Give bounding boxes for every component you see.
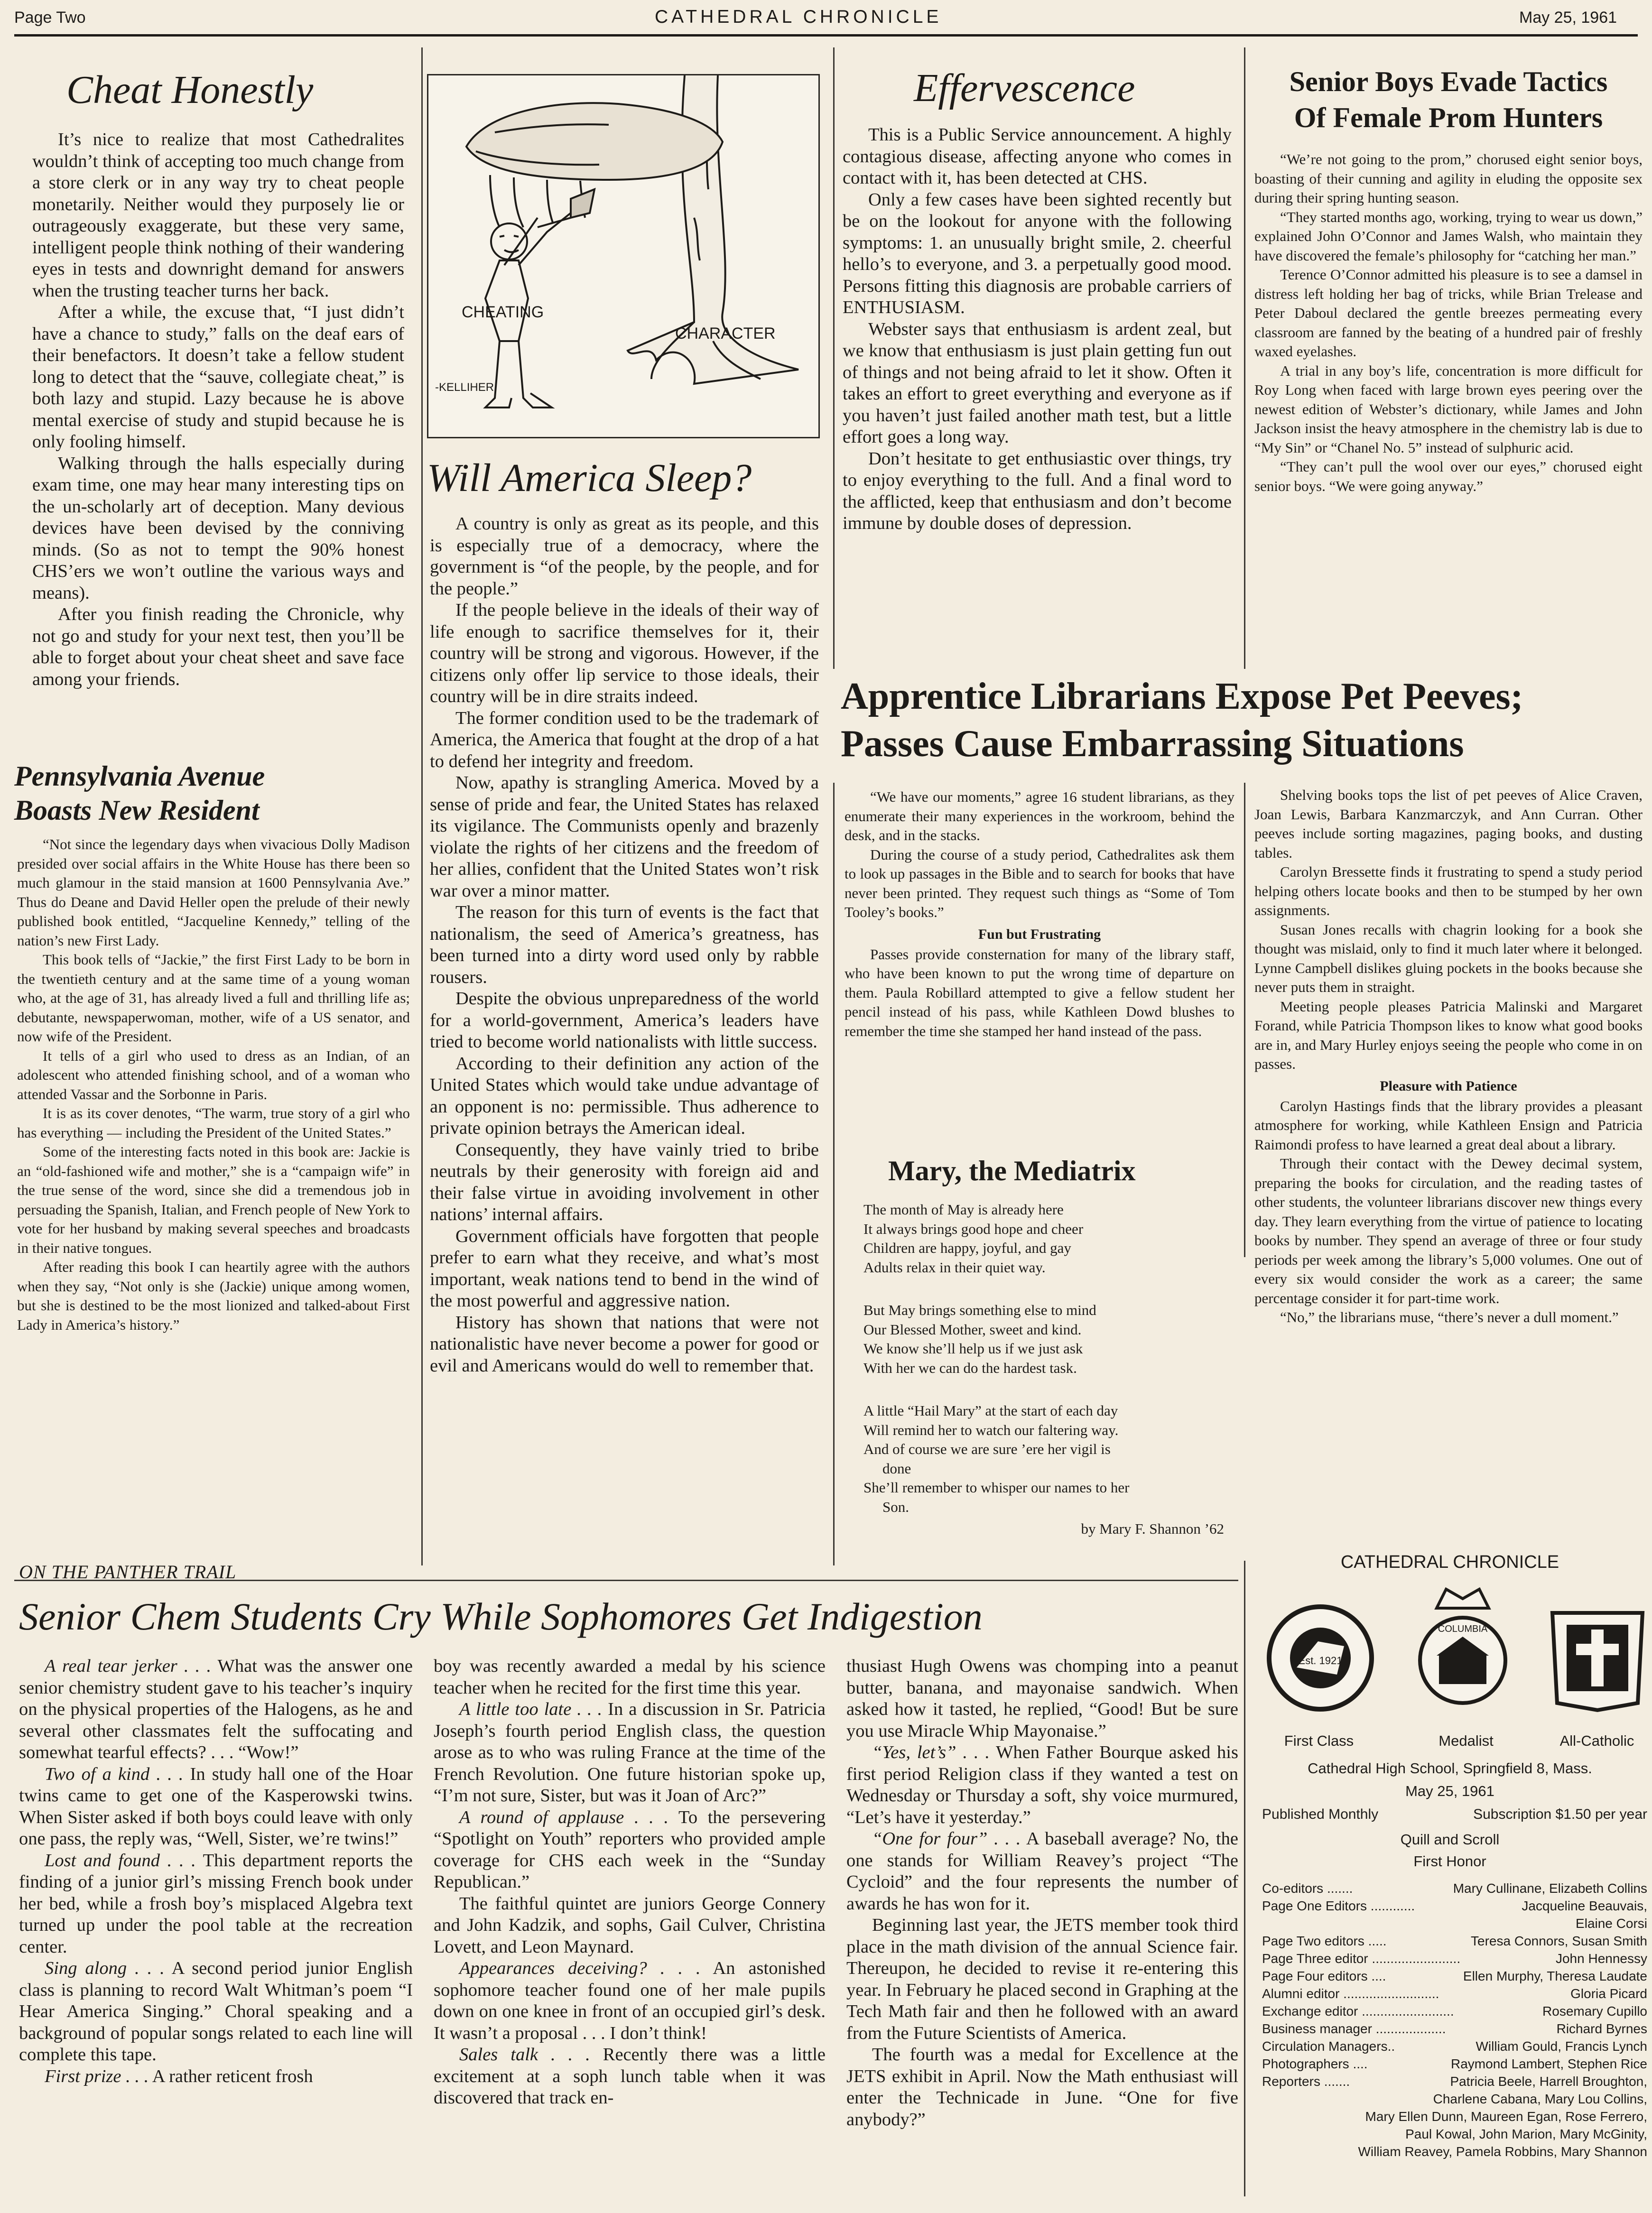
paragraph: Carolyn Hastings finds that the library provides a pleasant atmosphere for working, while Kathleen Ensign and Patricia Raimondi profess to have learned a great deal about a library. bbox=[1254, 1097, 1643, 1153]
staff-row: Page Four editors .... Ellen Murphy, Theresa Laudate bbox=[1262, 1969, 1647, 1983]
column-kicker: ON THE PANTHER TRAIL bbox=[19, 1561, 237, 1583]
poem-line: done bbox=[882, 1460, 911, 1477]
staff-row: Alumni editor .......................... Gloria Picard bbox=[1262, 1986, 1647, 2001]
poem-line: Will remind her to watch our faltering way. bbox=[863, 1421, 1119, 1438]
trail-item: A round of applause . . . To the persevering “Spotlight on Youth” reporters who provided ample coverage for CHS each week in the “Sunday Republican.” bbox=[434, 1807, 826, 1892]
paragraph: Carolyn Bressette finds it frustrating to spend a study period helping others locate books and then to be stumped by her own assignments. bbox=[1254, 863, 1643, 918]
masthead-school: Cathedral High School, Springfield 8, Mass. bbox=[1308, 1760, 1592, 1777]
paragraph: After a while, the excuse that, “I just didn’t have a chance to study,” falls on the deaf ears of their benefactors. It doesn’t take a fellow student long to detect that the “sauve, collegiate cheat,” is both lazy and stupid. Lazy because he is above mental exercise of study and stupid because he is only fooling himself. bbox=[32, 302, 404, 452]
staff-reporters: Charlene Cabana, Mary Lou Collins, bbox=[1433, 2092, 1647, 2106]
column-rule bbox=[421, 47, 423, 1565]
staff-row: Page Three editor ........................ John Hennessy bbox=[1262, 1951, 1647, 1966]
byline: by Mary F. Shannon ’62 bbox=[1081, 1520, 1224, 1537]
paragraph: Only a few cases have been sighted recently but be on the lookout for anyone with the following symptoms: 1. an unusually bright smile, 2. cheerful hello’s to everyone, and 3. a perpetually good mood. Persons fitting this diagnosis are probable carriers of ENTHUSIASM. bbox=[843, 189, 1232, 317]
staff-reporters: Paul Kowal, John Marion, Mary McGinity, bbox=[1405, 2127, 1647, 2141]
editorial-effervescence bbox=[843, 124, 1232, 535]
paragraph: It’s nice to realize that most Cathedralites wouldn’t think of accepting too much change from a store clerk or in any way try to cheat people monetarily. Neither would they purposely lie or outrageously exaggerate, but these very same, intelligent people think nothing of their wandering eyes in tests and downright demand for answers when the trusting teacher turns her back. bbox=[32, 130, 404, 301]
paragraph: “Not since the legendary days when vivacious Dolly Madison presided over social affairs in the White House has there been so much glamour in the staid mansion at 1600 Pennsylvania Ave.” Thus do Deane and David Heller open the prelude of their newly published book entitled, “Jacqueline Kennedy,” telling of the nation’s new First Lady. bbox=[17, 836, 410, 949]
seal-center-text: Est. 1921 bbox=[1298, 1655, 1343, 1667]
award-first-class: First Class bbox=[1284, 1732, 1354, 1749]
staff-row: Business manager ................... Richard Byrnes bbox=[1262, 2021, 1647, 2036]
paragraph: A country is only as great as its people, and this is especially true of a democracy, where the government is “of the people, by the people, and for the people.” bbox=[430, 514, 819, 599]
masthead-publishing bbox=[1262, 1806, 1647, 1823]
paragraph: The reason for this turn of events is the fact that nationalism, the seed of America’s greatness, has been turned into a dirty word used only by rabble rousers. bbox=[430, 902, 819, 987]
header-rule bbox=[14, 34, 1638, 37]
paragraph: Terence O’Connor admitted his pleasure is to see a damsel in distress left holding her bag of tricks, while Brian Trelease and Peter Daboul declared the gentle breezes permeating every classroom are fanned by the beating of a hundred pair of freshly waxed eyelashes. bbox=[1254, 266, 1643, 360]
title-line: Pennsylvania Avenue bbox=[14, 760, 265, 792]
poem-line: Our Blessed Mother, sweet and kind. bbox=[863, 1321, 1082, 1338]
paragraph: The former condition used to be the trademark of America, the America that fought at the drop of a hat to defend her integrity and freedom. bbox=[430, 708, 819, 771]
staff-row: Co-editors ....... Mary Cullinane, Elizabeth Collins bbox=[1262, 1881, 1647, 1896]
staff-row: Circulation Managers.. William Gould, Francis Lynch bbox=[1262, 2039, 1647, 2054]
paragraph: “We’re not going to the prom,” chorused eight senior boys, boasting of their cunning and agility in eluding the opposite sex during their spring hunting season. bbox=[1254, 151, 1643, 206]
trail-item: Sales talk . . . Recently there was a little excitement at a soph lunch table when it was discovered that track en- bbox=[434, 2045, 826, 2108]
article-title bbox=[14, 759, 418, 827]
paragraph: Susan Jones recalls with chagrin looking for a book she thought was mislaid, only to find it much later where it belonged. Lynne Campbell dislikes gluing pockets in the books because she never puts them in straight. bbox=[1254, 921, 1643, 995]
trail-item: A real tear jerker . . . What was the answer one senior chemistry student gave to his teacher’s inquiry on the physical properties of the Halogens, as he and several other classmates felt the suffocating and somewhat tearful effects? . . . “Wow!” bbox=[19, 1656, 413, 1762]
poem-line: She’ll remember to whisper our names to her bbox=[863, 1479, 1130, 1496]
poem-line: It always brings good hope and cheer bbox=[863, 1220, 1084, 1237]
paragraph: It tells of a girl who used to dress as an Indian, of an adolescent who attended finishing school, and of a woman who attended Vassar and the Sorbonne in Paris. bbox=[17, 1047, 410, 1102]
trail-item: The faithful quintet are juniors George Connery and John Kadzik, and sophs, Gail Culver, Christina Lovett, and Leon Maynard. bbox=[434, 1893, 826, 1957]
paragraph: Meeting people pleases Patricia Malinski and Margaret Forand, while Patricia Thompson likes to know what good books are in, and Mary Hurley enjoys seeing the people who come in on passes. bbox=[1254, 998, 1643, 1072]
paragraph: This book tells of “Jackie,” the first First Lady to be born in the twentieth century and at the same time of a young woman who, at the age of 31, has already lived a full and thrilling life as; debutante, newspaperwoman, mother, wife of a US senator, and now wife of the President. bbox=[17, 951, 410, 1045]
poem-line: Children are happy, joyful, and gay bbox=[863, 1240, 1071, 1256]
trail-item: thusiast Hugh Owens was chomping into a peanut butter, banana, and mayonaise sandwich. When asked how it tasted, he replied, “Good! But be sure you use Miracle Whip Mayonaise.” bbox=[846, 1656, 1238, 1741]
masthead-honor: First Honor bbox=[1413, 1853, 1486, 1870]
poem-line: But May brings something else to mind bbox=[863, 1302, 1096, 1318]
title-line: Passes Cause Embarrassing Situations bbox=[841, 723, 1464, 765]
paragraph: During the course of a study period, Cathedralites ask them to look up passages in the Bible and to search for books that have never been printed. They request such things as “Some of Tom Tooley’s books.” bbox=[845, 846, 1234, 920]
paragraph: Despite the obvious unpreparedness of the world for a world-government, America’s leaders have tried to become world nationalists with little success. bbox=[430, 989, 819, 1052]
paragraph: “They started months ago, working, trying to wear us down,” explained John O’Connor and James Walsh, who maintain they have discovered the female’s philosophy for “catching her man.” bbox=[1254, 208, 1643, 264]
trail-item: Beginning last year, the JETS member took third place in the math division of the annual Science fair. Thereupon, he decided to revise it re-entering this year. In February he placed second in Graphing at the Tech Math fair and then he followed with an award from the Future Scientists of America. bbox=[846, 1915, 1238, 2043]
published-frequency: Published Monthly bbox=[1262, 1806, 1379, 1822]
poem-line: A little “Hail Mary” at the start of each day bbox=[863, 1402, 1118, 1419]
title-line: Of Female Prom Hunters bbox=[1294, 102, 1603, 133]
poem-line: The month of May is already here bbox=[863, 1201, 1064, 1218]
poem-line: Adults relax in their quiet way. bbox=[863, 1259, 1046, 1276]
staff-reporters: Mary Ellen Dunn, Maureen Egan, Rose Ferrero, bbox=[1365, 2109, 1647, 2124]
editorial-title: Effervescence bbox=[914, 66, 1135, 110]
paragraph: Webster says that enthusiasm is ardent zeal, but we know that enthusiasm is just plain getting fun out of things and not being afraid to let it show. Often it takes an effort to greet everything and everyone as if you haven’t just failed another math test, but a little effort goes a long way. bbox=[843, 319, 1232, 447]
trail-item: First prize . . . A rather reticent frosh bbox=[45, 2066, 313, 2086]
trail-item: Sing along . . . A second period junior English class is planning to record Walt Whitman’s poem “I Hear America Singing.” Choral speaking and a background of popular songs related to each line will complete this tape. bbox=[19, 1958, 413, 2065]
page-number: Page Two bbox=[14, 9, 86, 27]
column-rule bbox=[833, 783, 835, 1565]
masthead-title: CATHEDRAL CHRONICLE bbox=[1340, 1552, 1559, 1572]
trail-item: Appearances deceiving? . . . An astonished sophomore teacher found one of her male pupils down on one knee in front of an occupied girl’s desk. It wasn’t a proposal . . . I don’t think! bbox=[434, 1958, 826, 2043]
column-rule bbox=[1244, 47, 1245, 669]
staff-reporters: William Reavey, Pamela Robbins, Mary Shannon bbox=[1358, 2144, 1647, 2159]
paragraph: This is a Public Service announcement. A highly contagious disease, affecting anyone who comes in contact with it, has been detected at CHS. bbox=[843, 125, 1232, 188]
poem-mediatrix bbox=[863, 1200, 1238, 1539]
staff-row: Page One Editors ............ Jacqueline Beauvais, bbox=[1262, 1898, 1647, 1913]
staff-row: Reporters ....... Patricia Beele, Harrell Broughton, bbox=[1262, 2074, 1647, 2089]
newspaper-name: CATHEDRAL CHRONICLE bbox=[655, 7, 942, 27]
paragraph: “No,” the librarians muse, “there’s never a dull moment.” bbox=[1280, 1309, 1619, 1325]
paragraph: “They can’t pull the wool over our eyes,” chorused eight senior boys. “We were going anyway.” bbox=[1254, 458, 1643, 494]
poem-line: And of course we are sure ’ere her vigil is bbox=[863, 1441, 1111, 1457]
paragraph: A trial in any boy’s life, concentration is more difficult for Roy Long when faced with large brown eyes peering over the newest edition of Webster’s dictionary, while James and John Jackson insist the heavy atmosphere in the chemistry lab is due to “My Sin” or “Chanel No. 5” instead of sulphuric acid. bbox=[1254, 362, 1643, 456]
article-librarians-col2 bbox=[1254, 786, 1643, 1327]
trail-item: Lost and found . . . This department reports the finding of a junior girl’s missing French book under her bed, while a frosh boy’s misplaced Algebra text turned up under the pool table at the recreation center. bbox=[19, 1850, 413, 1957]
subheading: Fun but Frustrating bbox=[978, 926, 1101, 942]
title-line: Apprentice Librarians Expose Pet Peeves; bbox=[841, 676, 1523, 717]
staff-row: Elaine Corsi bbox=[1576, 1916, 1647, 1931]
paragraph: Shelving books tops the list of pet peeves of Alice Craven, Joan Lewis, Barbara Kanzmarczyk, and Ann Curran. Other peeves include sorting magazines, paging books, and dusting tables. bbox=[1254, 787, 1643, 861]
seal-catholic-press bbox=[1548, 1599, 1647, 1713]
paragraph: It is as its cover denotes, “The warm, true story of a girl who has everything — including the President of the United States.” bbox=[17, 1105, 410, 1141]
seal-columbia-label: COLUMBIA bbox=[1438, 1624, 1488, 1634]
paragraph: Consequently, they have vainly tried to bribe neutrals by their generosity with foreign aid and their false virtue in avoiding involvement in other nations’ internal affairs. bbox=[430, 1139, 819, 1224]
paragraph: According to their definition any action of the United States which would take undue advantage of an opponent is no: permissible. Thus adherence to private opinion betrays the American ideal. bbox=[430, 1053, 819, 1138]
masthead-date: May 25, 1961 bbox=[1405, 1783, 1494, 1799]
trail-item: Two of a kind . . . In study hall one of the Hoar twins came to get one of the Kasperowski twins. When Sister asked if both boys could leave with only one pass, the reply was, “Well, Sister, we’re twins!” bbox=[19, 1764, 413, 1849]
cartoon-drawing bbox=[428, 75, 818, 437]
editorial-cheat-honestly bbox=[32, 129, 404, 690]
panther-trail-col2 bbox=[434, 1656, 826, 2109]
paragraph: Now, apathy is strangling America. Moved by a sense of pride and fear, the United States has relaxed its vigilance. The Communists openly and brazenly violate the rights of her citizens and the freedom of her allies, confident that the United States won’t risk war over a minor matter. bbox=[430, 773, 819, 901]
editorial-will-america-sleep bbox=[430, 513, 819, 1377]
article-pennsylvania-avenue bbox=[17, 835, 410, 1334]
award-all-catholic: All-Catholic bbox=[1559, 1732, 1634, 1749]
paragraph: After you finish reading the Chronicle, why not go and study for your next test, then you’ll be able to forget about your cheat sheet and save face among your friends. bbox=[32, 604, 404, 689]
paragraph: After reading this book I can heartily agree with the authors when they say, “Not only is she (Jackie) unique among women, but she is destined to be the most lionized and talked-about First Lady in America’s history.” bbox=[17, 1259, 410, 1333]
staff-list bbox=[1262, 1880, 1647, 2160]
title-line: Boasts New Resident bbox=[14, 795, 260, 826]
editorial-cartoon bbox=[427, 74, 820, 438]
subheading: Pleasure with Patience bbox=[1380, 1078, 1517, 1094]
editorial-title: Will America Sleep? bbox=[427, 456, 752, 500]
paragraph: Walking through the halls especially during exam time, one may hear many interesting tips on the un-scholarly art of deception. Many devious devices have been devised by the conniving minds. (So as not to tempt the 90% honest CHS’ers we won’t outline the various ways and means). bbox=[32, 453, 404, 603]
panther-trail-col1 bbox=[19, 1656, 413, 2087]
article-librarians-col1 bbox=[845, 787, 1234, 1041]
paragraph: If the people believe in the ideals of their way of life enough to sacrifice themselves for it, their country will be strong and vigorous. However, if the citizens only offer lip service to those ideals, their country will be in dire straits indeed. bbox=[430, 600, 819, 706]
staff-row: Photographers .... Raymond Lambert, Stephen Rice bbox=[1262, 2056, 1647, 2071]
article-title bbox=[841, 673, 1647, 768]
seal-press-association bbox=[1266, 1603, 1375, 1713]
staff-row: Exchange editor ......................... Rosemary Cupillo bbox=[1262, 2004, 1647, 2019]
paragraph: Some of the interesting facts noted in this book are: Jackie is an “old-fashioned wife and mother,” she is a “campaign wife” in the true sense of the word, since she did a tremendous job in persuading the Spanish, Italian, and French people of New York to vote for her husband by making several speeches and broadcasts in their native tongues. bbox=[17, 1143, 410, 1256]
poem-line: Son. bbox=[882, 1498, 909, 1515]
paragraph: Government officials have forgotten that people prefer to earn what they receive, and what’s most important, weak nations tend to bend in the wind of the most powerful and aggressive nation. bbox=[430, 1226, 819, 1311]
column-rule bbox=[1244, 1561, 1245, 2196]
article-title bbox=[1252, 64, 1645, 136]
article-senior-boys bbox=[1254, 150, 1643, 496]
paragraph: “We have our moments,” agree 16 student librarians, as they enumerate their many experiences in the workroom, behind the desk, and in the stacks. bbox=[845, 788, 1234, 843]
column-rule bbox=[1244, 783, 1245, 1257]
subscription-price: Subscription $1.50 per year bbox=[1473, 1806, 1647, 1822]
award-medalist: Medalist bbox=[1439, 1732, 1494, 1749]
poem-line: With her we can do the hardest task. bbox=[863, 1359, 1077, 1376]
column-headline: Senior Chem Students Cry While Sophomores Get Indigestion bbox=[19, 1595, 983, 1638]
paragraph: Don’t hesitate to get enthusiastic over things, try to enjoy everything to the full. And a final word to the afflicted, keep that enthusiasm and don’t become immune by double doses of depression. bbox=[843, 448, 1232, 533]
paragraph: History has shown that nations that were not nationalistic have never become a power for good or evil and Americans would do well to remember that. bbox=[430, 1312, 819, 1376]
trail-item: “One for four” . . . A baseball average? No, the one stands for William Reavey’s project “The Cycloid” and the four represents the number of awards he has won for it. bbox=[846, 1829, 1238, 1914]
staff-row: Page Two editors ..... Teresa Connors, Susan Smith bbox=[1262, 1934, 1647, 1948]
seal-columbia bbox=[1418, 1584, 1508, 1717]
paragraph: Passes provide consternation for many of the library staff, who have been known to put the wrong time of departure on them. Paula Robillard attempted to give a fellow student her pencil instead of his pass, while Kathleen Dowd blushes to remember the time she stamped her hand instead of the pass. bbox=[845, 945, 1234, 1039]
poem-line: We know she’ll help us if we just ask bbox=[863, 1340, 1083, 1357]
panther-trail-col3 bbox=[846, 1656, 1238, 2130]
title-line: Senior Boys Evade Tactics bbox=[1289, 66, 1608, 97]
trail-item: boy was recently awarded a medal by his science teacher when he recited for the first time this year. bbox=[434, 1656, 826, 1698]
paragraph: Through their contact with the Dewey decimal system, preparing the books for circulation, and the reading tastes of other students, the volunteer librarians discover new things every day. They learn everything from the virtue of patience to locating books by number. They spend an average of three or four study periods per week among the library’s 5,000 volumes. One out of every six would consider the work as a career; the same percentage consider it for part-time work. bbox=[1254, 1155, 1643, 1306]
issue-date: May 25, 1961 bbox=[1519, 9, 1617, 27]
poem-title: Mary, the Mediatrix bbox=[888, 1155, 1136, 1186]
editorial-title: Cheat Honestly bbox=[66, 68, 314, 112]
masthead-quill: Quill and Scroll bbox=[1400, 1831, 1500, 1848]
trail-item: The fourth was a medal for Excellence at the JETS exhibit in April. Now the Math enthusiast will enter the Technicade in June. “One for five anybody?” bbox=[846, 2045, 1238, 2130]
column-rule bbox=[833, 47, 835, 669]
cartoon-label-character: CHARACTER bbox=[675, 324, 776, 343]
cartoon-label-cheating: CHEATING bbox=[462, 303, 544, 321]
cartoon-signature: -KELLIHER bbox=[435, 381, 494, 394]
trail-item: “Yes, let’s” . . . When Father Bourque asked his first period Religion class if they wanted a test on Wednesday or Thursday a soft, shy voice murmured, “Let’s have it yesterday.” bbox=[846, 1742, 1238, 1827]
trail-item: A little too late . . . In a discussion in Sr. Patricia Joseph’s fourth period English class, the question arose as to who was ruling France at the time of the French Revolution. One future historian spoke up, “I’m not sure, Sister, but was it Joan of Arc?” bbox=[434, 1699, 826, 1806]
